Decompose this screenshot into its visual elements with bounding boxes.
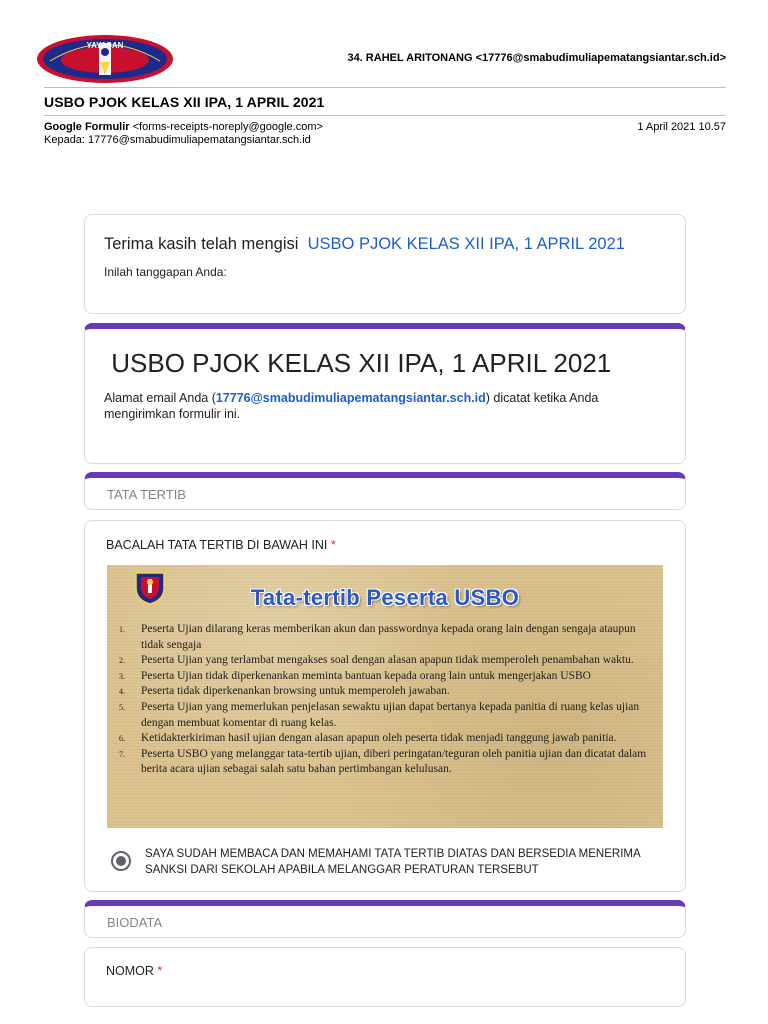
rule-text: Peserta Ujian dilarang keras memberikan akun dan passwordnya kepada orang lain dengan sengaja ataupun tidak sengaja <box>141 623 636 651</box>
required-asterisk: * <box>330 538 336 552</box>
question-rules-label <box>106 538 336 552</box>
email-subject: USBO PJOK KELAS XII IPA, 1 APRIL 2021 <box>44 94 325 110</box>
logo-text: YAYASAN <box>86 41 124 50</box>
sender-name: Google Formulir <box>44 121 130 133</box>
recipient-line: 34. RAHEL ARITONANG <17776@smabudimuliapematangsiantar.sch.id> <box>347 52 726 64</box>
section-rules-title: TATA TERTIB <box>107 487 186 502</box>
rule-number: 1. <box>119 625 125 634</box>
email-meta <box>44 121 323 147</box>
agreement-radio[interactable] <box>111 851 131 871</box>
subject-divider <box>44 115 726 116</box>
email-header <box>0 0 768 146</box>
question-number-text: NOMOR <box>106 964 154 978</box>
thanks-message <box>104 233 667 255</box>
desc-before: Alamat email Anda ( <box>104 391 216 405</box>
question-rules-text: BACALAH TATA TERTIB DI BAWAH INI <box>106 538 328 552</box>
desc-after: ) dicatat ketika Anda mengirimkan formulir ini. <box>104 391 599 421</box>
form-description <box>104 390 667 422</box>
rules-image <box>107 565 663 828</box>
rule-number: 6. <box>119 734 125 744</box>
email-date: 1 April 2021 10.57 <box>637 121 726 133</box>
rule-item <box>119 653 659 669</box>
rule-text: Peserta Ujian yang memerlukan penjelasan sewaktu ujian dapat bertanya kepada panitia di ruang kelas ujian dengan membuat komentar di ruang kelas. <box>141 700 640 729</box>
section-biodata-title: BIODATA <box>107 915 163 930</box>
form-title <box>104 347 667 380</box>
thanks-prefix: Terima kasih telah mengisi <box>104 235 299 253</box>
required-asterisk: * <box>157 964 163 978</box>
agreement-option[interactable] <box>107 846 667 878</box>
rule-item <box>119 731 659 747</box>
form-header-card <box>84 323 686 464</box>
school-logo <box>36 34 174 84</box>
rule-text: Peserta USBO yang melanggar tata-tertib ujian, diberi peringatan/teguran oleh panitia ujian dan dicatat dalam berita acara ujian sebagai salah satu bahan pertimbangan kelulusan. <box>141 747 647 776</box>
to-label: Kepada: <box>44 134 85 146</box>
radio-selected-dot <box>116 856 126 866</box>
rule-text: Peserta Ujian yang terlambat mengakses soal dengan alasan apapun tidak memperoleh penambahan waktu. <box>141 654 634 667</box>
section-rules <box>84 472 686 510</box>
rule-item <box>119 684 659 700</box>
rule-text: Ketidakterkiriman hasil ujian dengan alasan apapun oleh peserta tidak menjadi tanggung jawab panitia. <box>141 732 617 745</box>
rule-text: Peserta tidak diperkenankan browsing untuk memperoleh jawaban. <box>141 685 450 698</box>
question-number-card <box>84 947 686 1007</box>
sender-address: <forms-receipts-noreply@google.com> <box>132 121 323 133</box>
question-rules-card <box>84 520 686 892</box>
rule-item <box>119 700 659 731</box>
form-link[interactable]: USBO PJOK KELAS XII IPA, 1 APRIL 2021 <box>307 235 625 253</box>
rule-number: 7. <box>119 749 125 759</box>
question-number-label <box>106 964 162 978</box>
rule-number: 4. <box>119 687 125 697</box>
thanks-card <box>84 214 686 314</box>
rule-item <box>119 747 659 778</box>
agreement-label: SAYA SUDAH MEMBACA DAN MEMAHAMI TATA TERTIB DIATAS DAN BERSEDIA MENERIMA SANKSI DARI SEKOLAH APABILA MELANGGAR PERATURAN TERSEBUT <box>145 848 641 876</box>
form-title-text: USBO PJOK KELAS XII IPA, 1 APRIL 2021 <box>111 348 612 378</box>
rule-text: Peserta Ujian tidak diperkenankan meminta bantuan kepada orang lain untuk mengerjakan USBO <box>141 669 591 682</box>
to-address: 17776@smabudimuliapematangsiantar.sch.id <box>88 134 311 146</box>
rule-number: 5. <box>119 702 125 712</box>
responses-subtitle: Inilah tanggapan Anda: <box>104 265 227 279</box>
header-divider <box>44 87 726 88</box>
respondent-email[interactable]: 17776@smabudimuliapematangsiantar.sch.id <box>215 391 486 405</box>
rule-number: 3. <box>119 671 125 681</box>
section-biodata <box>84 900 686 938</box>
rules-image-title: Tata-tertib Peserta USBO <box>250 585 520 610</box>
rule-number: 2. <box>119 656 125 666</box>
rule-item <box>119 622 659 653</box>
rule-item <box>119 669 659 685</box>
rules-list <box>119 622 659 778</box>
